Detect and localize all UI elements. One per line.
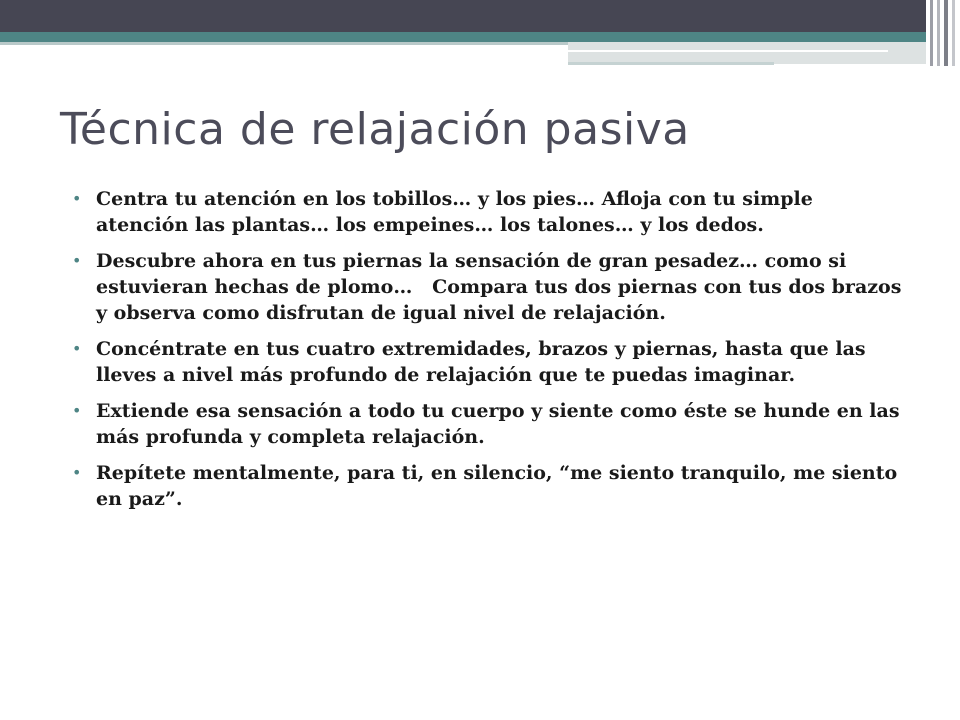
bullet-text: Concéntrate en tus cuatro extremidades, brazos y piernas, hasta que las lleves a nivel más profundo de relajación que te puedas imaginar. <box>96 338 866 386</box>
bullet-item <box>72 336 902 388</box>
bullet-dot-icon: • <box>72 401 82 420</box>
header-light-line <box>0 42 568 45</box>
header-teal-bar <box>0 32 960 42</box>
header-accent-line <box>568 62 774 65</box>
bullet-dot-icon: • <box>72 339 82 358</box>
header-white-line <box>568 50 888 52</box>
bullet-item <box>72 248 909 326</box>
bullet-item <box>72 186 902 238</box>
bullet-dot-icon: • <box>72 189 82 208</box>
header-stripes-decoration <box>926 0 960 66</box>
header-dark-bar <box>0 0 960 32</box>
bullet-dot-icon: • <box>72 463 82 482</box>
bullet-item <box>72 460 902 512</box>
slide-title: Técnica de relajación pasiva <box>60 104 690 155</box>
bullet-dot-icon: • <box>72 251 82 270</box>
bullet-text: Extiende esa sensación a todo tu cuerpo y siente como éste se hunde en las más profunda y completa relajación. <box>96 400 900 448</box>
bullet-text: Centra tu atención en los tobillos… y los pies… Afloja con tu simple atención las plantas… los empeines… los talones… y los dedos. <box>96 188 813 236</box>
bullet-list <box>72 186 909 522</box>
header-right-block <box>568 42 960 64</box>
bullet-item <box>72 398 902 450</box>
bullet-text: Repítete mentalmente, para ti, en silencio, “me siento tranquilo, me siento en paz”. <box>96 462 898 510</box>
bullet-text: Descubre ahora en tus piernas la sensación de gran pesadez… como si estuvieran hechas de plomo… Compara tus dos piernas con tus dos brazos y observa como disfrutan de igual nivel de relajación. <box>96 250 909 324</box>
